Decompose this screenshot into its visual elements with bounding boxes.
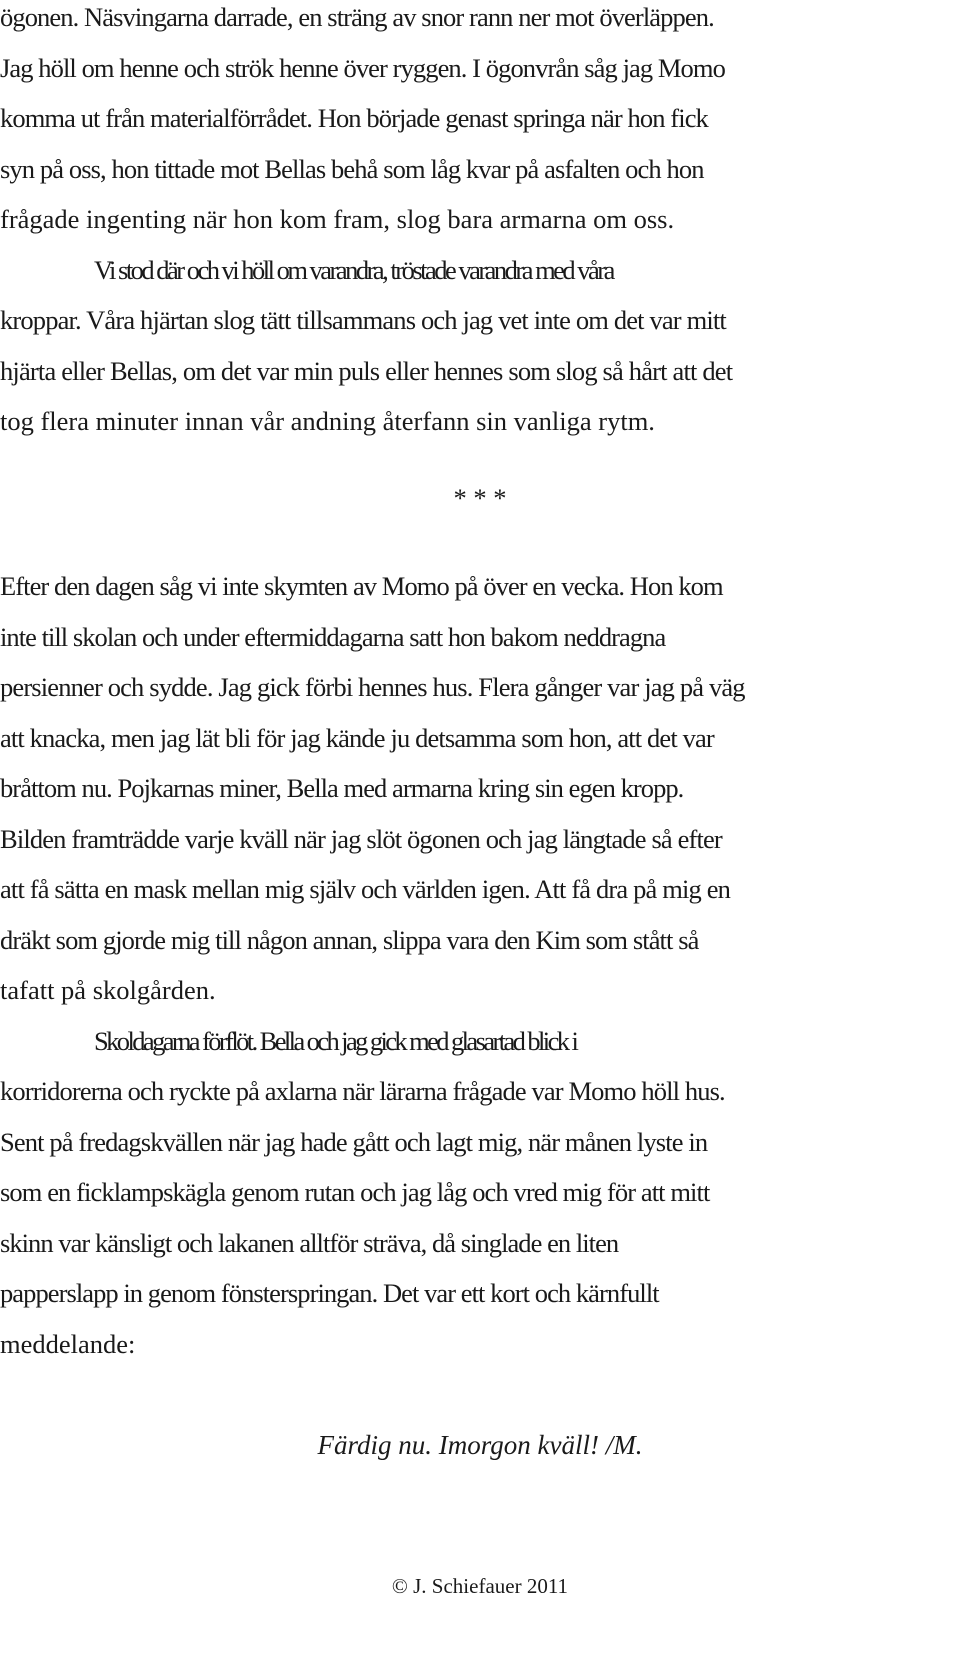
paragraph-first-line: Vi stod där och vi höll om varandra, tröstade varandra med våra — [94, 255, 613, 285]
text-line: bråttom nu. Pojkarnas miner, Bella med armarna kring sin egen kropp. — [0, 773, 684, 803]
text-line: som en ficklampskägla genom rutan och jag låg och vred mig för att mitt — [0, 1177, 710, 1207]
text-line: korridorerna och ryckte på axlarna när lärarna frågade var Momo höll hus. — [0, 1076, 725, 1106]
paragraph-first-line: Skoldagarna förflöt. Bella och jag gick med glasartad blick i — [94, 1026, 577, 1056]
text-line: meddelande: — [0, 1329, 136, 1359]
text-line: syn på oss, hon tittade mot Bellas behå som låg kvar på asfalten och hon — [0, 154, 704, 184]
text-line: persienner och sydde. Jag gick förbi hennes hus. Flera gånger var jag på väg — [0, 672, 745, 702]
text-line: Efter den dagen såg vi inte skymten av Momo på över en vecka. Hon kom — [0, 571, 723, 601]
text-line: Sent på fredagskvällen när jag hade gått och lagt mig, när månen lyste in — [0, 1127, 708, 1157]
text-line: tog flera minuter innan vår andning återfann sin vanliga rytm. — [0, 406, 655, 436]
text-line: inte till skolan och under eftermiddagarna satt hon bakom neddragna — [0, 622, 666, 652]
text-line: frågade ingenting när hon kom fram, slog bara armarna om oss. — [0, 204, 675, 234]
text-line: dräkt som gjorde mig till någon annan, slippa vara den Kim som stått så — [0, 925, 699, 955]
text-line: att få sätta en mask mellan mig själv och världen igen. Att få dra på mig en — [0, 874, 731, 904]
note-message: Färdig nu. Imorgon kväll! /M. — [317, 1430, 643, 1460]
text-line: kroppar. Våra hjärtan slog tätt tillsammans och jag vet inte om det var mitt — [0, 305, 726, 335]
text-line: skinn var känsligt och lakanen alltför sträva, då singlade en liten — [0, 1228, 619, 1258]
text-line: papperslapp in genom fönsterspringan. Det var ett kort och kärnfullt — [0, 1278, 659, 1308]
text-line: Bilden framträdde varje kväll när jag slöt ögonen och jag längtade så efter — [0, 824, 722, 854]
text-line: Jag höll om henne och strök henne över ryggen. I ögonvrån såg jag Momo — [0, 53, 725, 83]
copyright-notice: © J. Schiefauer 2011 — [391, 1574, 569, 1598]
text-line: tafatt på skolgården. — [0, 975, 216, 1005]
text-line: komma ut från materialförrådet. Hon började genast springa när hon fick — [0, 103, 708, 133]
text-line: ögonen. Näsvingarna darrade, en sträng av snor rann ner mot överläppen. — [0, 2, 714, 32]
section-break: * * * — [453, 483, 507, 513]
text-line: hjärta eller Bellas, om det var min puls eller hennes som slog så hårt att det — [0, 356, 733, 386]
text-line: att knacka, men jag lät bli för jag kände ju detsamma som hon, att det var — [0, 723, 714, 753]
